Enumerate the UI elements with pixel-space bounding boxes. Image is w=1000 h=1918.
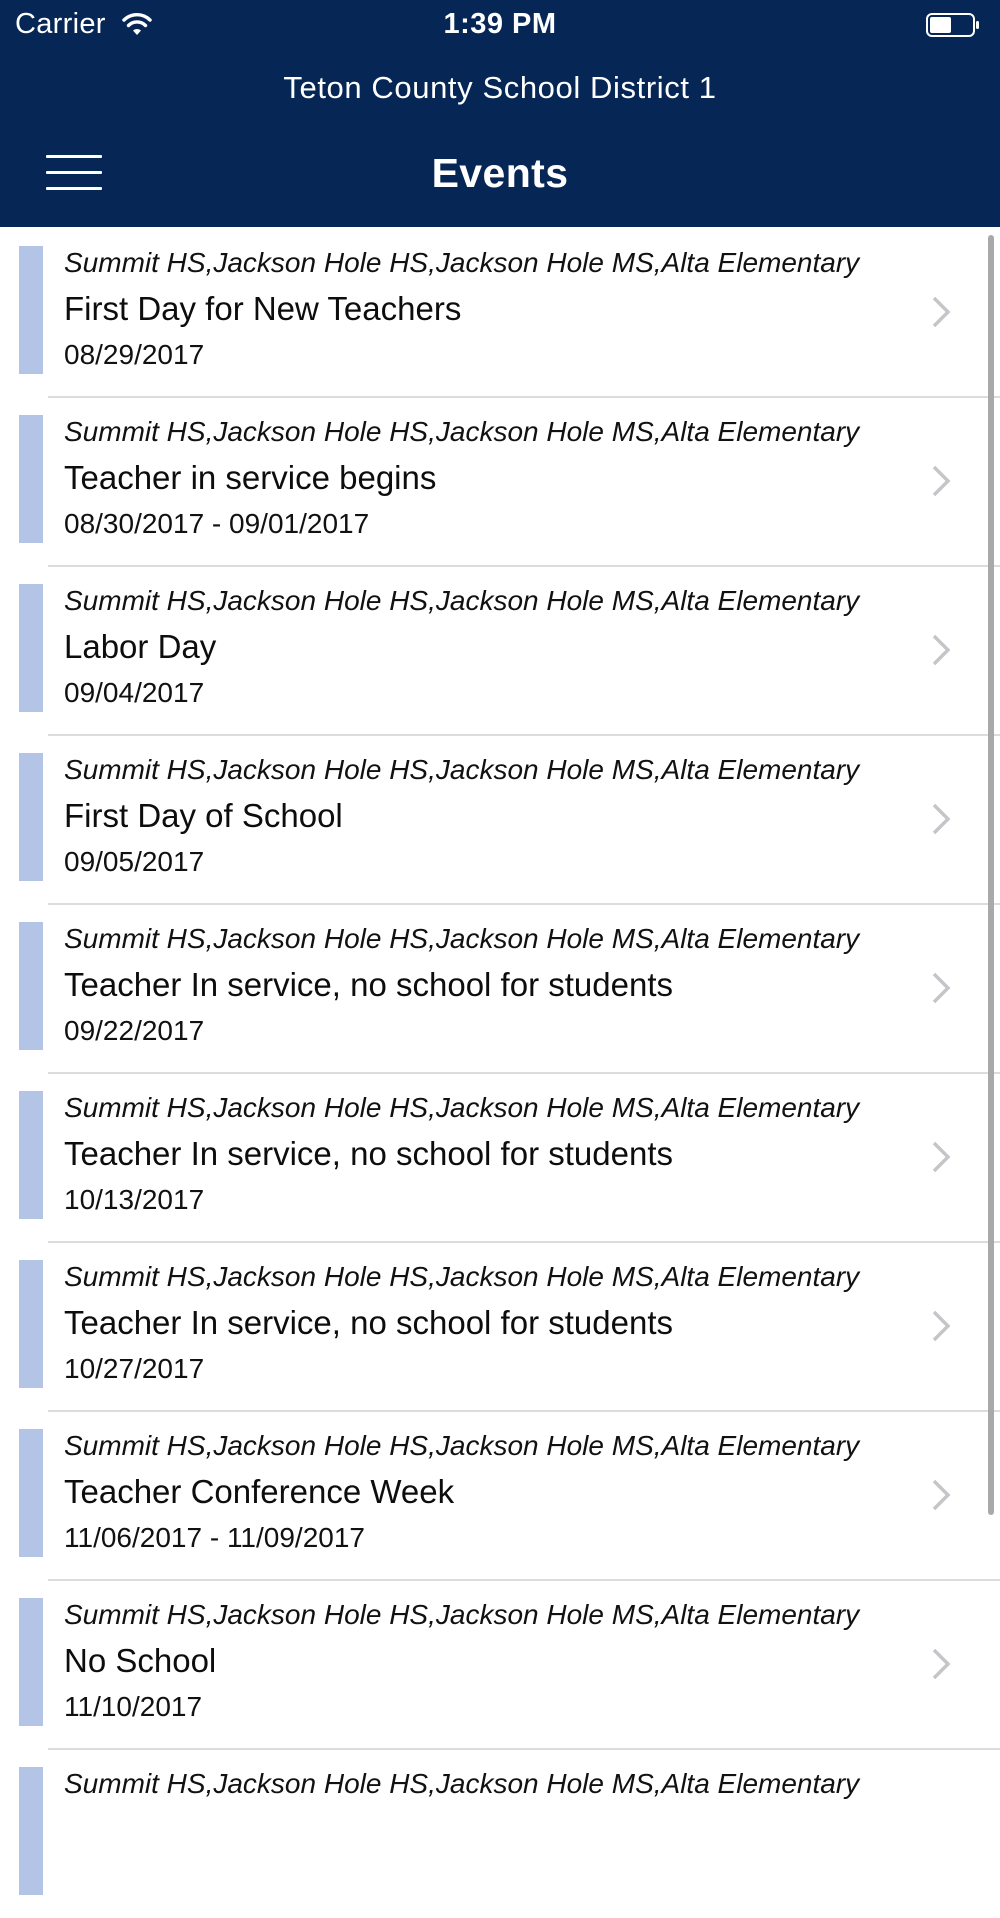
- event-color-bar: [19, 246, 43, 374]
- event-color-bar: [19, 1429, 43, 1557]
- app-header: [0, 0, 1000, 227]
- event-date: 10/13/2017: [64, 1184, 205, 1215]
- event-color-bar: [19, 753, 43, 881]
- event-title: First Day of School: [64, 797, 343, 834]
- event-date: 11/06/2017 - 11/09/2017: [64, 1522, 365, 1553]
- chevron-right-icon: [929, 970, 953, 1006]
- event-schools: Summit HS,Jackson Hole HS,Jackson Hole MS,Alta Elementary: [64, 1768, 860, 1799]
- chevron-right-icon: [929, 463, 953, 499]
- event-color-bar: [19, 1598, 43, 1726]
- chevron-right-icon: [929, 1646, 953, 1682]
- event-title: First Day for New Teachers: [64, 290, 462, 327]
- event-color-bar: [19, 584, 43, 712]
- event-row[interactable]: [0, 397, 1000, 566]
- event-schools: Summit HS,Jackson Hole HS,Jackson Hole MS,Alta Elementary: [64, 1261, 860, 1292]
- event-row[interactable]: [0, 1073, 1000, 1242]
- event-row[interactable]: [0, 566, 1000, 735]
- battery-icon: [926, 13, 980, 37]
- event-schools: Summit HS,Jackson Hole HS,Jackson Hole MS,Alta Elementary: [64, 416, 860, 447]
- event-date: 10/27/2017: [64, 1353, 205, 1384]
- event-schools: Summit HS,Jackson Hole HS,Jackson Hole MS,Alta Elementary: [64, 585, 860, 616]
- event-row[interactable]: [0, 228, 1000, 397]
- event-color-bar: [19, 415, 43, 543]
- event-schools: Summit HS,Jackson Hole HS,Jackson Hole MS,Alta Elementary: [64, 1430, 860, 1461]
- event-color-bar: [19, 1767, 43, 1895]
- event-row[interactable]: [0, 1242, 1000, 1411]
- event-row[interactable]: [0, 735, 1000, 904]
- status-time: 1:39 PM: [443, 8, 557, 40]
- chevron-right-icon: [929, 632, 953, 668]
- carrier-label: Carrier: [15, 8, 106, 40]
- event-color-bar: [19, 1091, 43, 1219]
- event-date: 08/30/2017 - 09/01/2017: [64, 508, 370, 539]
- event-schools: Summit HS,Jackson Hole HS,Jackson Hole MS,Alta Elementary: [64, 1599, 860, 1630]
- event-date: 11/10/2017: [64, 1691, 203, 1722]
- event-date: 09/04/2017: [64, 677, 205, 708]
- district-name: Teton County School District 1: [283, 70, 717, 105]
- chevron-right-icon: [929, 1477, 953, 1513]
- event-row[interactable]: [0, 904, 1000, 1073]
- event-date: 09/05/2017: [64, 846, 205, 877]
- event-title: Labor Day: [64, 628, 217, 665]
- event-color-bar: [19, 1260, 43, 1388]
- event-title: Teacher Conference Week: [64, 1473, 455, 1510]
- chevron-right-icon: [929, 294, 953, 330]
- event-title: Teacher In service, no school for students: [64, 1304, 673, 1341]
- scrollbar[interactable]: [988, 235, 994, 1515]
- event-schools: Summit HS,Jackson Hole HS,Jackson Hole MS,Alta Elementary: [64, 1092, 860, 1123]
- event-row[interactable]: [0, 1411, 1000, 1580]
- chevron-right-icon: [929, 1139, 953, 1175]
- chevron-right-icon: [929, 1308, 953, 1344]
- chevron-right-icon: [929, 801, 953, 837]
- event-date: 09/22/2017: [64, 1015, 205, 1046]
- event-title: Teacher in service begins: [64, 459, 437, 496]
- event-row[interactable]: [0, 1749, 1000, 1918]
- status-bar: [0, 0, 1000, 50]
- event-title: No School: [64, 1642, 217, 1679]
- page-title: Events: [431, 150, 569, 196]
- event-title: Teacher In service, no school for students: [64, 966, 673, 1003]
- event-date: 08/29/2017: [64, 339, 205, 370]
- event-schools: Summit HS,Jackson Hole HS,Jackson Hole MS,Alta Elementary: [64, 754, 860, 785]
- event-row[interactable]: [0, 1580, 1000, 1749]
- event-schools: Summit HS,Jackson Hole HS,Jackson Hole MS,Alta Elementary: [64, 923, 860, 954]
- event-list[interactable]: [0, 228, 1000, 1799]
- event-title: Teacher In service, no school for students: [64, 1135, 673, 1172]
- event-schools: Summit HS,Jackson Hole HS,Jackson Hole MS,Alta Elementary: [64, 247, 860, 278]
- event-color-bar: [19, 922, 43, 1050]
